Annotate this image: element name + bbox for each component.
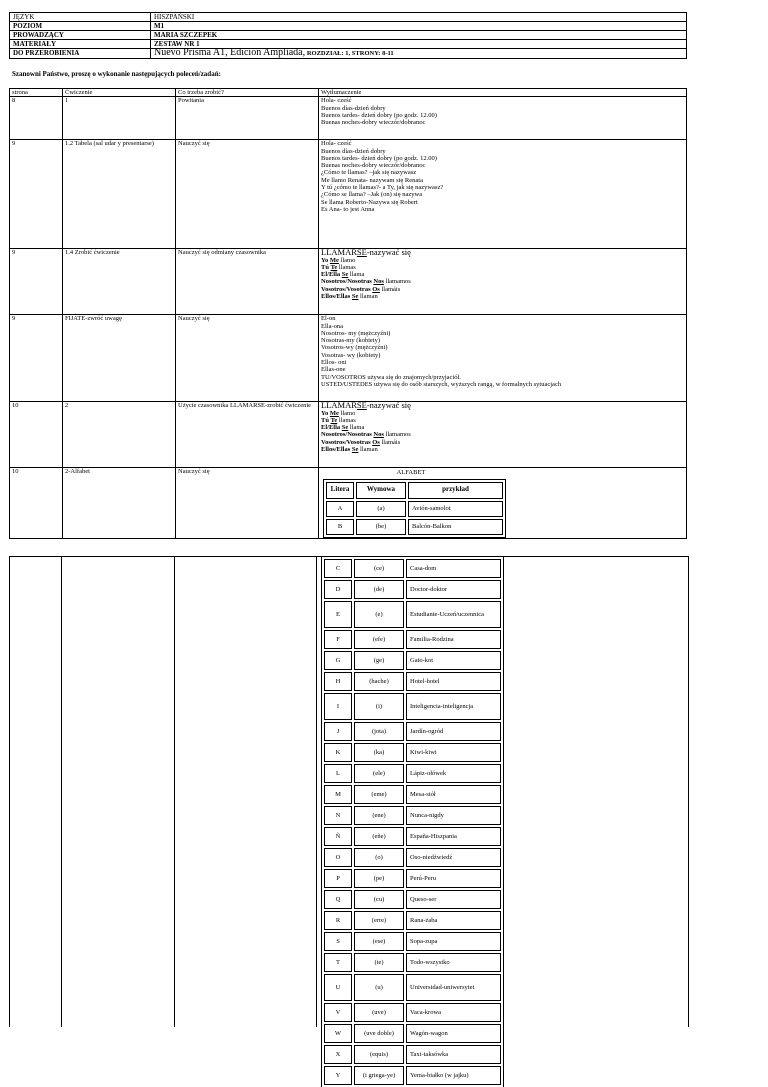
pronoun: Ellos/Ellas — [321, 446, 351, 454]
conjugation-line — [321, 286, 684, 293]
pronoun: Ellos/Ellas — [321, 293, 351, 301]
example-word: Casa-dom — [406, 559, 501, 578]
example-word: Balcón-Balkon — [408, 519, 503, 535]
conjugation-line — [321, 417, 684, 424]
pronunciation: (uve) — [354, 1003, 404, 1022]
explanation-line: Buenos tardes- dzień dobry (po godz. 12.00) — [321, 154, 437, 162]
explanation-line: Ellas-one — [321, 366, 346, 374]
pronoun: Nosotros/Nosotras — [321, 431, 372, 439]
example-word: Rana-żaba — [406, 911, 501, 930]
verb-form: llamamos — [385, 278, 411, 286]
pronunciation: (uve doble) — [354, 1024, 404, 1043]
pronoun: Tú — [321, 263, 329, 271]
letter: X — [324, 1045, 352, 1064]
alphabet-row — [324, 743, 501, 762]
verb-form: llamáis — [381, 438, 401, 446]
alphabet-row — [324, 806, 501, 825]
header-key: POZIOM — [10, 22, 151, 31]
explanation-line: Es Ana- to jest Anna — [321, 205, 375, 213]
pronunciation: (hache) — [354, 672, 404, 691]
explanation-line: ¿Cómo se llama? –Jak (on) się nazywa — [321, 191, 423, 199]
header-table — [9, 12, 687, 59]
letter: Q — [324, 890, 352, 909]
table-row — [10, 140, 687, 249]
pronunciation: (u) — [354, 974, 404, 1001]
letter: W — [324, 1024, 352, 1043]
pronunciation: (i griega-ye) — [354, 1066, 404, 1085]
explanation-line: TU/VOSOTROS używa się do znajomych/przyjaciół. — [321, 373, 461, 381]
infinitive-meaning: -nazywać się — [366, 247, 411, 258]
cell-page: 8 — [10, 97, 63, 140]
cell-exercise: 1.4 Zrobić ćwiczenie — [63, 249, 176, 315]
alphabet-row — [324, 580, 501, 599]
verb-form: llaman — [360, 446, 378, 454]
letter: U — [324, 974, 352, 1001]
letter: S — [324, 932, 352, 951]
alphabet-header-example: przykład — [408, 482, 503, 499]
cell-todo: Powitania — [176, 97, 319, 140]
explanation-line: Hola- cześć — [321, 97, 352, 105]
alphabet-table — [323, 479, 506, 538]
pronunciation: (te) — [354, 953, 404, 972]
reflexive-pronoun: Me — [329, 409, 339, 417]
pronunciation: (erre) — [354, 911, 404, 930]
header-key: JĘZYK — [10, 13, 151, 22]
conjugation-line — [321, 293, 684, 300]
letter: J — [324, 722, 352, 741]
header-value: HISZPAŃSKI — [151, 13, 687, 22]
example-word: Lápiz-ołówek — [406, 764, 501, 783]
header-value — [151, 49, 687, 59]
example-word: Estudiante-Uczeń/uczennica — [406, 601, 501, 628]
letter: D — [324, 580, 352, 599]
example-word: Universidad-uniwersytet — [406, 974, 501, 1001]
cell-conjugation — [319, 249, 687, 315]
pronunciation: (o) — [354, 848, 404, 867]
chapter-pages: ROZDZIAŁ: 1, STRONY: 8-11 — [306, 50, 394, 57]
header-value: MARIA SZCZEPEK — [151, 31, 687, 40]
header-value: ZESTAW NR 1 — [151, 40, 687, 49]
verb-form: llama — [349, 271, 365, 279]
reflexive-pronoun: Os — [372, 285, 380, 293]
example-word: Wagón-wagon — [406, 1024, 501, 1043]
example-word: Perú-Peru — [406, 869, 501, 888]
instruction-note: Szanowni Państwo, proszę o wykonanie następujących poleceń/zadań: — [12, 70, 221, 78]
example-word: Queso-ser — [406, 890, 501, 909]
reflexive-pronoun: Os — [372, 438, 380, 446]
example-word: Sopa-zupa — [406, 932, 501, 951]
infinitive-reflexive: SE — [356, 247, 367, 258]
conjugation-line — [321, 439, 684, 446]
reflexive-pronoun: Se — [351, 446, 359, 454]
conjugation-line — [321, 278, 684, 285]
verb-form: llamo — [340, 409, 356, 417]
header-key: DO PRZEROBIENIA — [10, 49, 151, 59]
letter: R — [324, 911, 352, 930]
alphabet-row — [324, 693, 501, 720]
letter: G — [324, 651, 352, 670]
explanation-line: Y tú ¿cómo te llamas?- a Ty, jak się nazywasz? — [321, 184, 444, 192]
alphabet-header-letter: Litera — [326, 482, 354, 499]
example-word: Familia-Rodzina — [406, 630, 501, 649]
pronunciation: (cu) — [354, 890, 404, 909]
alphabet-row — [324, 651, 501, 670]
cell-page: 9 — [10, 315, 63, 402]
header-value: M1 — [151, 22, 687, 31]
cell-conjugation — [319, 402, 687, 468]
header-row — [10, 49, 687, 59]
explanation-line: Nosotras-my (kobiety) — [321, 337, 381, 345]
example-word: España-Hiszpania — [406, 827, 501, 846]
column-divider — [316, 557, 317, 1027]
cell-exercise: 1 — [63, 97, 176, 140]
reflexive-pronoun: Te — [330, 416, 338, 424]
page-2-continuation — [9, 556, 689, 1079]
letter: P — [324, 869, 352, 888]
explanation-line: Vosotras- wy (kobiety) — [321, 351, 381, 359]
verb-form: llamas — [338, 263, 356, 271]
alphabet-row — [324, 1066, 501, 1085]
cell-page: 10 — [10, 468, 63, 538]
verb-form: llaman — [360, 293, 378, 301]
infinitive-stem: LLAMAR — [321, 400, 357, 411]
alphabet-row — [324, 1003, 501, 1022]
alphabet-title: ALFABET — [396, 469, 426, 477]
reflexive-pronoun: Nos — [373, 431, 384, 439]
alphabet-row — [324, 1045, 501, 1064]
pronoun: Tú — [321, 416, 329, 424]
cell-alphabet — [319, 468, 687, 538]
alphabet-row — [324, 953, 501, 972]
example-word: Inteligencia-inteligencja — [406, 693, 501, 720]
pronunciation: (ele) — [354, 764, 404, 783]
explanation-line: ¿Cómo te llamas? –jak się nazywasz — [321, 169, 417, 177]
pronoun: Nosotros/Nosotras — [321, 278, 372, 286]
header-row — [10, 13, 687, 22]
verb-form: llamamos — [385, 431, 411, 439]
letter: Y — [324, 1066, 352, 1085]
pronunciation: (equis) — [354, 1045, 404, 1064]
pronunciation: (ge) — [354, 651, 404, 670]
pronunciation: (ce) — [354, 559, 404, 578]
letter: B — [326, 519, 354, 535]
pronunciation: (i) — [354, 693, 404, 720]
pronunciation: (jota) — [354, 722, 404, 741]
verb-infinitive — [321, 402, 684, 409]
letter: F — [324, 630, 352, 649]
explanation-line: Buenas noches-dobry wieczór/dobranoc — [321, 119, 426, 127]
letter: T — [324, 953, 352, 972]
cell-page: 9 — [10, 140, 63, 249]
reflexive-pronoun: Me — [329, 256, 339, 264]
explanation-line: El-on — [321, 315, 336, 323]
pronunciation: (efe) — [354, 630, 404, 649]
example-word: Doctor-doktor — [406, 580, 501, 599]
explanation-line: Ella-ona — [321, 322, 344, 330]
cell-explanation — [319, 97, 687, 140]
infinitive-stem: LLAMAR — [321, 247, 357, 258]
alphabet-row — [324, 869, 501, 888]
pronoun: Yo — [321, 256, 329, 264]
verb-form: llamáis — [381, 285, 401, 293]
cell-todo: Użycie czasownika LLAMARSE-zrobić ćwiczenie — [176, 402, 319, 468]
explanation-line: Hola- cześć — [321, 140, 352, 148]
reflexive-pronoun: Nos — [373, 278, 384, 286]
letter: V — [324, 1003, 352, 1022]
table-row — [10, 97, 687, 140]
alphabet-row — [324, 559, 501, 578]
letter: C — [324, 559, 352, 578]
alphabet-row — [326, 501, 503, 517]
pronoun: Yo — [321, 409, 329, 417]
cell-exercise: 1.2 Tabela (sal udar y presentarse) — [63, 140, 176, 249]
header-row — [10, 22, 687, 31]
explanation-line: Ellos- oni — [321, 359, 347, 367]
tasks-header-row — [10, 89, 687, 97]
alphabet-row — [324, 827, 501, 846]
col-header-page: strona — [10, 89, 63, 97]
reflexive-pronoun: Se — [341, 424, 349, 432]
alphabet-row — [324, 932, 501, 951]
letter: H — [324, 672, 352, 691]
table-row — [10, 315, 687, 402]
reflexive-pronoun: Se — [351, 293, 359, 301]
explanation-line: Vosotros-wy (mężczyźni) — [321, 344, 388, 352]
conjugation-line — [321, 271, 684, 278]
explanation-line: Buenas noches-dobry wieczór/dobranoc — [321, 162, 426, 170]
header-row — [10, 40, 687, 49]
pronoun: Vosotros/Vosotras — [321, 285, 371, 293]
textbook-title: Nuevo Prisma A1, Edicion Ampliada, — [154, 47, 306, 58]
conjugation-line — [321, 257, 684, 264]
conjugation-line — [321, 424, 684, 431]
letter: Ñ — [324, 827, 352, 846]
alphabet-row — [324, 848, 501, 867]
cell-page: 10 — [10, 402, 63, 468]
pronunciation: (eme) — [354, 785, 404, 804]
example-word: Kiwi-kiwi — [406, 743, 501, 762]
alphabet-row — [324, 601, 501, 628]
alphabet-row — [324, 1024, 501, 1043]
verb-form: llamas — [338, 416, 356, 424]
cell-explanation — [319, 140, 687, 249]
tasks-table — [9, 88, 687, 539]
alphabet-row — [324, 974, 501, 1001]
cell-todo: Nauczyć się — [176, 468, 319, 538]
pronoun: El/Ella — [321, 424, 341, 432]
table-row — [10, 468, 687, 538]
column-divider — [174, 557, 175, 1027]
example-word: Todo-wszystko — [406, 953, 501, 972]
example-word: Nunca-nigdy — [406, 806, 501, 825]
cell-exercise: 2 — [63, 402, 176, 468]
alphabet-header-pronunciation: Wymowa — [356, 482, 406, 499]
pronunciation: (pe) — [354, 869, 404, 888]
cell-explanation — [319, 315, 687, 402]
pronoun: El/Ella — [321, 271, 341, 279]
infinitive-meaning: -nazywać się — [366, 400, 411, 411]
letter: O — [324, 848, 352, 867]
example-word: Vaca-krowa — [406, 1003, 501, 1022]
pronunciation: (a) — [356, 501, 406, 517]
header-key: PROWADZĄCY — [10, 31, 151, 40]
pronunciation: (ene) — [354, 806, 404, 825]
explanation-line: Buenos días-dzień dobry — [321, 104, 386, 112]
example-word: Jardín-ogród — [406, 722, 501, 741]
header-key: MATERIAŁY — [10, 40, 151, 49]
conjugation-line — [321, 410, 684, 417]
cell-page: 9 — [10, 249, 63, 315]
alphabet-row — [326, 519, 503, 535]
verb-form: llamo — [340, 256, 356, 264]
col-header-exercise: Ćwiczenie — [63, 89, 176, 97]
letter: M — [324, 785, 352, 804]
cell-exercise: 2-Alfabet — [63, 468, 176, 538]
alphabet-row — [324, 764, 501, 783]
explanation-line: Me llamo Renata- nazywam się Renata — [321, 176, 423, 184]
conjugation-line — [321, 264, 684, 271]
example-word: Mesa-stół — [406, 785, 501, 804]
explanation-line: Buenos días-dzień dobry — [321, 147, 386, 155]
conjugation-line — [321, 446, 684, 453]
pronunciation: (ese) — [354, 932, 404, 951]
pronunciation: (de) — [354, 580, 404, 599]
pronunciation: (e) — [354, 601, 404, 628]
col-header-todo: Co trzeba zrobić? — [176, 89, 319, 97]
header-row — [10, 31, 687, 40]
alphabet-row — [324, 890, 501, 909]
column-divider — [61, 557, 62, 1027]
alphabet-row — [324, 722, 501, 741]
table-row — [10, 402, 687, 468]
alphabet-row — [324, 785, 501, 804]
example-word: Yema-białko (w jajku) — [406, 1066, 501, 1085]
reflexive-pronoun: Se — [341, 271, 349, 279]
alphabet-table-continued — [321, 557, 504, 1087]
table-row — [10, 249, 687, 315]
pronunciation: (eñe) — [354, 827, 404, 846]
cell-todo: Nauczyć się odmiany czasownika — [176, 249, 319, 315]
conjugation-line — [321, 431, 684, 438]
letter: A — [326, 501, 354, 517]
example-word: Hotel-hotel — [406, 672, 501, 691]
letter: E — [324, 601, 352, 628]
infinitive-reflexive: SE — [356, 400, 367, 411]
letter: K — [324, 743, 352, 762]
cell-exercise: FIJATE-zwróć uwagę — [63, 315, 176, 402]
pronoun: Vosotros/Vosotras — [321, 438, 371, 446]
example-word: Oso-niedźwiedź — [406, 848, 501, 867]
letter: I — [324, 693, 352, 720]
cell-todo: Nauczyć się — [176, 140, 319, 249]
verb-form: llama — [349, 424, 365, 432]
pronunciation: (ka) — [354, 743, 404, 762]
verb-infinitive — [321, 249, 684, 256]
explanation-line: USTED/USTEDES używa się do osób starszych, wyższych rangą, w formalnych sytuacjach — [321, 380, 562, 388]
explanation-line: Se llama Roberto-Nazywa się Robert — [321, 198, 418, 206]
alphabet-row — [324, 672, 501, 691]
pronunciation: (be) — [356, 519, 406, 535]
col-header-explanation: Wytłumaczenie — [319, 89, 687, 97]
cell-todo: Nauczyć się — [176, 315, 319, 402]
alphabet-row — [324, 630, 501, 649]
explanation-line: Buenos tardes- dzień dobry (po godz. 12.00) — [321, 111, 437, 119]
example-word: Gato-kot — [406, 651, 501, 670]
explanation-line: Nosotros- my (mężczyźni) — [321, 329, 391, 337]
example-word: Taxi-taksówka — [406, 1045, 501, 1064]
example-word: Avión-samolot — [408, 501, 503, 517]
letter: N — [324, 806, 352, 825]
letter: L — [324, 764, 352, 783]
reflexive-pronoun: Te — [330, 263, 338, 271]
alphabet-row — [324, 911, 501, 930]
